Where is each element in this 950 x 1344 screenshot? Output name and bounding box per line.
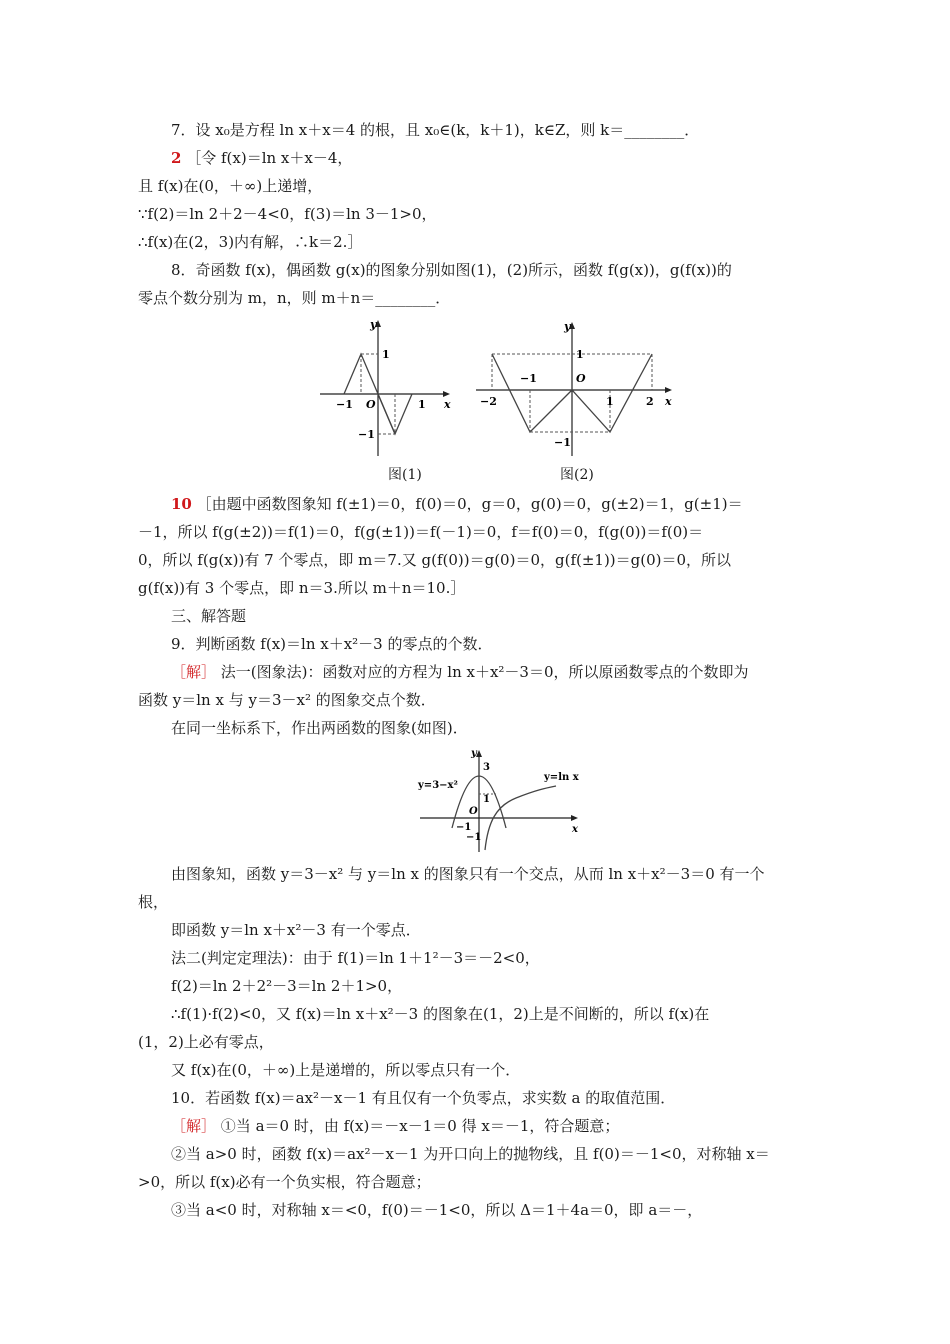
figure-3-graph xyxy=(416,744,586,856)
figure-2-caption: 图(2) xyxy=(560,467,594,483)
solution-tag: ［解］ xyxy=(171,663,217,681)
y-label: y xyxy=(564,320,571,333)
tick-neg2-x: −2 xyxy=(480,395,497,408)
tick-3: 3 xyxy=(483,762,490,773)
tick-1-y: 1 xyxy=(576,348,584,361)
q9-solution-line: 又 f(x)在(0，＋∞)上是递增的，所以零点只有一个． xyxy=(171,1061,521,1079)
q7-answer: 2 xyxy=(171,149,182,167)
q8-solution-line: 10 ［由题中函数图象知 f(±1)＝0，f(0)＝0，g＝0，g(0)＝0，g(±2)＝1，g(±1)＝ xyxy=(171,495,743,513)
q8-solution-line: －1，所以 f(g(±2))＝f(1)＝0，f(g(±1))＝f(－1)＝0，f＝f(0)＝0，f(g(0))＝f(0)＝ xyxy=(138,523,704,541)
q9-solution-line: (1，2)上必有零点， xyxy=(138,1033,274,1051)
q8-solution-line: g(f(x))有 3 个零点，即 n＝3.所以 m＋n＝10.］ xyxy=(138,579,466,597)
parabola-label: y=3−x² xyxy=(418,780,458,791)
tick-neg1-x: −1 xyxy=(520,372,537,385)
y-label: y xyxy=(370,318,377,331)
q8-statement-cont: 零点个数分别为 m，n，则 m＋n＝________． xyxy=(138,289,451,307)
tick-1-x: 1 xyxy=(606,395,614,408)
log-label: y=ln x xyxy=(544,772,579,783)
tick-neg1-y: −1 xyxy=(554,436,571,449)
q7-solution-line: 且 f(x)在(0，＋∞)上递增， xyxy=(138,177,323,195)
lines-top xyxy=(138,116,818,312)
tick-neg1-x: −1 xyxy=(336,398,353,411)
figures-row xyxy=(138,316,818,464)
q7-solution-line: ∴f(x)在(2，3)内有解，∴k＝2.］ xyxy=(138,233,363,251)
section-heading: 三、解答题 xyxy=(171,607,247,625)
q7-statement: 7．设 x₀是方程 ln x＋x＝4 的根，且 x₀∈(k，k＋1)，k∈Z，则 k＝________． xyxy=(171,121,700,139)
origin-label: O xyxy=(366,398,376,411)
q8-solution-line: 0，所以 f(g(x))有 7 个零点，即 m＝7.又 g(f(0))＝g(0)＝0，g(f(±1))＝g(0)＝0，所以 xyxy=(138,551,732,569)
tick-1: 1 xyxy=(483,794,490,805)
lines-mid xyxy=(138,490,818,742)
q10-solution-line: ［解］ ①当 a＝0 时，由 f(x)＝－x－1＝0 得 x＝－1，符合题意； xyxy=(171,1117,620,1135)
x-label: x xyxy=(572,824,578,835)
origin-label: O xyxy=(576,372,586,385)
q9-solution-line: ∴f(1)·f(2)<0，又 f(x)＝ln x＋x²－3 的图象在(1，2)上是不间断的，所以 f(x)在 xyxy=(171,1005,710,1023)
q10-statement: 10．若函数 f(x)＝ax²－x－1 有且仅有一个负零点，求实数 a 的取值范围． xyxy=(171,1089,676,1107)
tick-neg1-y: −1 xyxy=(466,832,482,843)
q9-solution-line: 在同一坐标系下，作出两函数的图象(如图)． xyxy=(171,719,468,737)
figure-1-graph xyxy=(316,316,456,464)
q9-solution-line: 函数 y＝ln x 与 y＝3－x² 的图象交点个数． xyxy=(138,691,436,709)
x-label: x xyxy=(444,398,451,411)
tick-1-x: 1 xyxy=(418,398,426,411)
figure-captions xyxy=(138,464,818,490)
q9-solution-line: f(2)＝ln 2＋2²－3＝ln 2＋1>0， xyxy=(171,977,403,995)
figure-1-caption: 图(1) xyxy=(388,467,422,483)
q10-solution-line: ②当 a>0 时，函数 f(x)＝ax²－x－1 为开口向上的抛物线，且 f(0)＝－1<0，对称轴 x＝ xyxy=(171,1145,770,1163)
q8-answer: 10 xyxy=(171,495,192,513)
q8-statement: 8．奇函数 f(x)，偶函数 g(x)的图象分别如图(1)，(2)所示，函数 f(g(x))，g(f(x))的 xyxy=(171,261,732,279)
tick-neg1-x: −1 xyxy=(456,822,472,833)
q7-solution-line: 2 ［令 f(x)＝ln x＋x－4， xyxy=(171,149,353,167)
figure-3-row xyxy=(138,744,818,860)
y-label: y xyxy=(471,748,477,759)
tick-2-x: 2 xyxy=(646,395,654,408)
q7-solution-line: ∵f(2)＝ln 2＋2－4<0，f(3)＝ln 3－1>0， xyxy=(138,205,437,223)
lines-bottom xyxy=(138,860,818,1224)
x-label: x xyxy=(665,395,672,408)
q10-solution-line: ③当 a<0 时，对称轴 x＝<0，f(0)＝－1<0，所以 Δ＝1＋4a＝0，即 a＝－， xyxy=(171,1201,703,1219)
tick-1-y: 1 xyxy=(382,348,390,361)
origin-label: O xyxy=(469,806,478,817)
figure-2-graph xyxy=(470,316,680,464)
q9-solution-line: 由图象知，函数 y＝3－x² 与 y＝ln x 的图象只有一个交点，从而 ln x＋x²－3＝0 有一个 xyxy=(171,865,765,883)
q9-solution-line: 根， xyxy=(138,893,169,911)
q9-statement: 9．判断函数 f(x)＝ln x＋x²－3 的零点的个数． xyxy=(171,635,493,653)
q10-solution-line: >0，所以 f(x)必有一个负实根，符合题意； xyxy=(138,1173,431,1191)
solution-tag: ［解］ xyxy=(171,1117,217,1135)
tick-neg1-y: −1 xyxy=(358,428,375,441)
q9-solution-line: 即函数 y＝ln x＋x²－3 有一个零点． xyxy=(171,921,421,939)
q9-solution-line: ［解］ 法一(图象法)：函数对应的方程为 ln x＋x²－3＝0，所以原函数零点的个数即为 xyxy=(171,663,749,681)
q9-solution-line: 法二(判定定理法)：由于 f(1)＝ln 1＋1²－3＝－2<0， xyxy=(171,949,540,967)
document-page xyxy=(138,116,818,1224)
